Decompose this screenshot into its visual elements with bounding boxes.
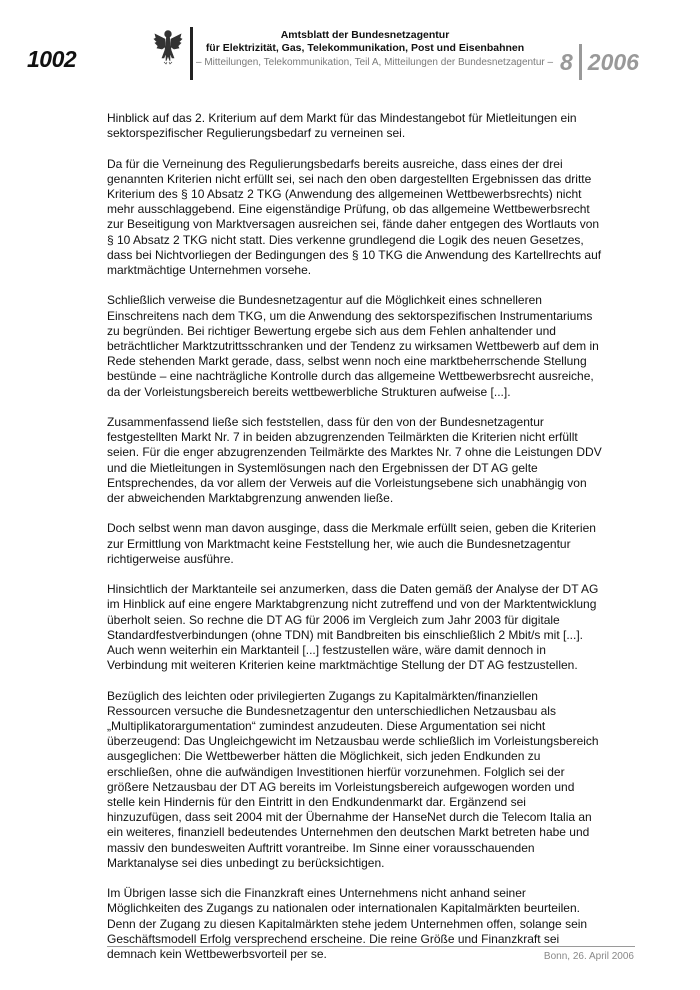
body-text [107,111,602,977]
issue-number: 8 [560,48,573,75]
issue-year: 2006 [587,48,639,75]
paragraph: Bezüglich des leichten oder privilegierten Zugangs zu Kapitalmärkten/finanziellen Ressourcen versuche die Bundesnetzagentur den unterschiedlichen Netzausbau als „Multiplikatorargumentation“ zumindest anzudeuten. Diese Argumentation sei nicht überzeugend: Das Ungleichgewicht im Netzausbau werde schließlich im Vorleistungsbereich ausgeglichen: Die Wettbewerber hätten die Möglichkeit, sich jeden Endkunden zu erschließen, ohne die aufwändigen Investitionen hierfür vorzunehmen. Folglich sei der größere Netzausbau der DT AG bereits im Vorleistungsbereich aufgewogen worden und stelle kein Hindernis für den Eintritt in den Endkundenmarkt dar. Ergänzend sei hinzuzufügen, dass seit 2004 mit der Übernahme der HanseNet durch die Telecom Italia an ein weiteres, finanziell bedeutendes Unternehmen den deutschen Markt betreten habe und massiv den bundesweiten Auftritt vorantreibe. Im Sinne einer vorausschauenden Marktanalyse sei dies unbedingt zu berücksichtigen. [107,688,599,870]
issue-label [560,44,639,80]
paragraph: Doch selbst wenn man davon ausginge, dass die Merkmale erfüllt seien, geben die Kriterien zur Ermittlung von Marktmacht keine Feststellung her, wie auch die Bundesnetzagentur richtigerweise ausführe. [107,521,596,566]
journal-title-line1: Amtsblatt der Bundesnetzagentur [280,29,450,41]
paragraph: Hinsichtlich der Marktanteile sei anzumerken, dass die Daten gemäß der Analyse der DT AG im Hinblick auf eine engere Marktabgrenzung nicht zutreffend und von der Marktentwicklung überholt seien. So rechne die DT AG für 2006 im Vergleich zum Jahr 2003 für digitale Standardfestverbindungen (ohne TDN) mit Bandbreiten bis einschließlich 2 Mbit/s mit [...]. Auch wenn weiterhin ein Marktanteil [...] festzustellen wäre, wäre damit dennoch in Verbindung mit weiteren Kriterien keine marktmächtige Stellung der DT AG festzustellen. [107,582,599,673]
header-divider [190,27,193,80]
paragraph: Im Übrigen lasse sich die Finanzkraft eines Unternehmens nicht anhand seiner Möglichkeiten des Zugangs zu nationalen oder internationalen Kapitalmärkten beurteilen. Denn der Zugang zu diesen Kapitalmärkten stehe jedem Unternehmen offen, solange sein Geschäftsmodell Erfolg versprechend erscheine. Die reine Größe und Finanzkraft sei demnach kein Wettbewerbsvorteil per se. [107,886,588,962]
issue-divider [579,44,582,80]
footer-divider [107,946,635,947]
page-number: 1002 [27,46,77,72]
paragraph: Schließlich verweise die Bundesnetzagentur auf die Möglichkeit eines schnelleren Einschreitens nach dem TKG, um die Anwendung des sektorspezifischen Instrumentariums zu begründen. Bei richtiger Bewertung ergebe sich aus dem Fehlen anhaltender und beträchtlicher Marktzutrittsschranken und der Tendenz zu wirksamen Wettbewerb auf dem in Rede stehenden Markt gerade, dass, selbst wenn noch eine marktbeherrschende Stellung bestünde – eine nachträgliche Kontrolle durch das allgemeine Wettbewerbsrecht ausreiche, da der Vorleistungsbereich bereits wettbewerbliche Strukturen aufweise [...]. [107,293,599,399]
journal-title [200,29,530,55]
paragraph: Hinblick auf das 2. Kriterium auf dem Markt für das Mindestangebot für Mietleitungen ein sektorspezifischer Regulierungsbedarf zu verneinen sei. [107,111,577,141]
federal-eagle-icon [153,28,183,66]
paragraph: Da für die Verneinung des Regulierungsbedarfs bereits ausreiche, dass eines der drei genannten Kriterien nicht erfüllt sei, sei nach den oben dargestellten Ergebnissen das dritte Kriterium des § 10 Absatz 2 TKG (Anwendung des allgemeinen Wettbewerbsrechts) nicht mehr ausschlaggebend. Eine eigenständige Prüfung, ob das allgemeine Wettbewerbsrecht zur Beseitigung von Marktversagen ausreichen sei, fände daher entgegen des Wortlauts von § 10 Absatz 2 TKG nicht statt. Dies verkenne grundlegend die Logik des neuen Gesetzes, dass bei Nichtvorliegen der Bedingungen des § 10 TKG die Anwendung des Kartellrechts auf marktmächtige Unternehmen vorsehe. [107,156,602,278]
journal-title-line2: für Elektrizität, Gas, Telekommunikation, Post und Eisenbahnen [205,42,525,54]
footer-place-date: Bonn, 26. April 2006 [543,951,634,962]
journal-subtitle: – Mitteilungen, Telekommunikation, Teil A, Mitteilungen der Bundesnetzagentur – [196,57,554,68]
paragraph: Zusammenfassend ließe sich feststellen, dass für den von der Bundesnetzagentur festgestellten Markt Nr. 7 in beiden abzugrenzenden Teilmärkten die Kriterien nicht erfüllt seien. Für die enger abzugrenzenden Teilmärkte des Marktes Nr. 7 ohne die Leistungen DDV und die Mietleitungen in Systemlösungen nach den Ergebnissen der DT AG gelte Entsprechendes, da vor allem der Verweis auf die Vorleistungsebene sich unabhängig von der abweichenden Marktabgrenzung anwenden ließe. [107,415,602,506]
